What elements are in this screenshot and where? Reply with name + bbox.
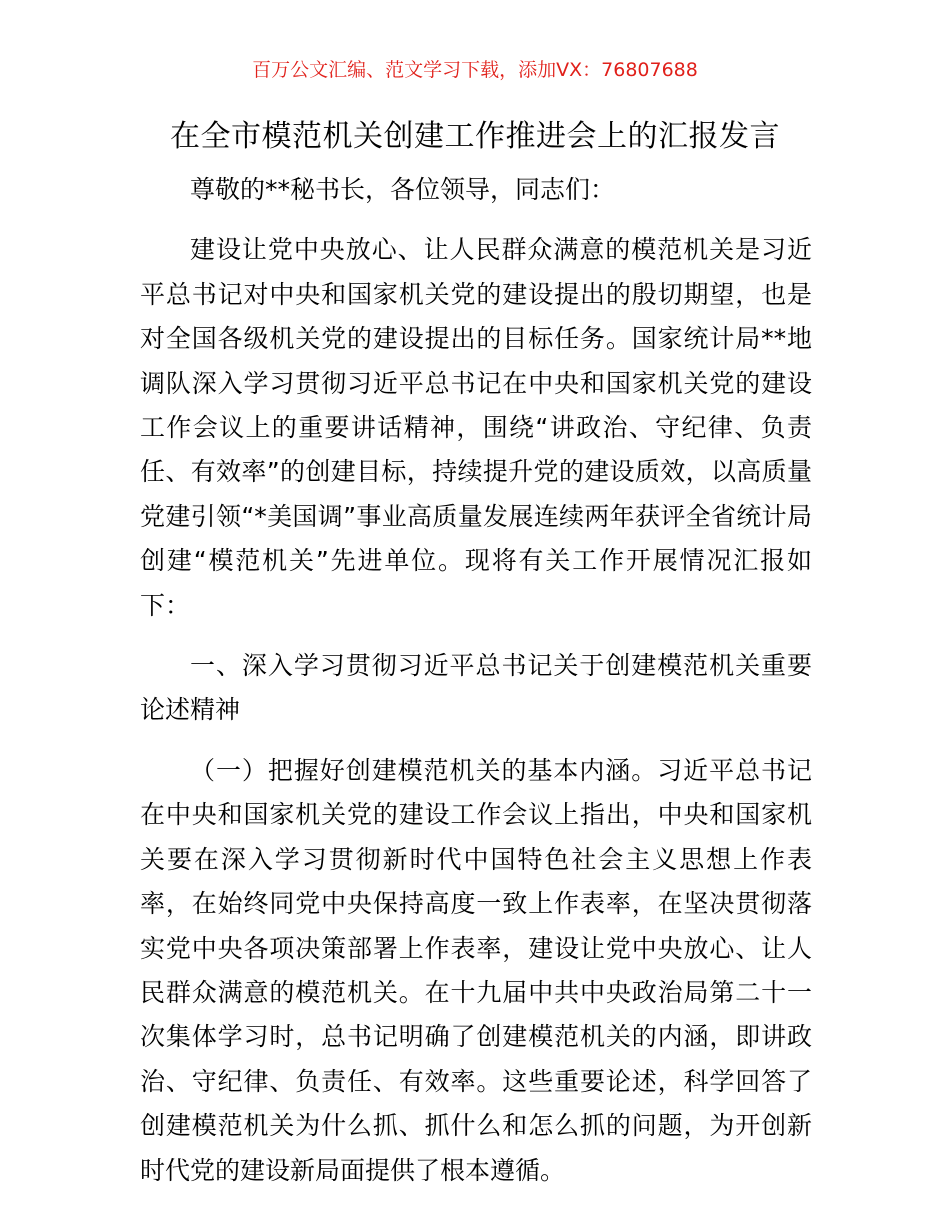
section-heading: 一、深入学习贯彻习近平总书记关于创建模范机关重要论述精神	[140, 651, 812, 725]
watermark-banner: 百万公文汇编、范文学习下载，添加VX：76807688	[252, 59, 698, 81]
intro-paragraph: 建设让党中央放心、让人民群众满意的模范机关是习近平总书记对中央和国家机关党的建设提出的殷切期望，也是对全国各级机关党的建设提出的目标任务。国家统计局**地调队深入学习贯彻习近平总书记在中央和国家机关党的建设工作会议上的重要讲话精神，围绕“讲政治、守纪律、负责任、有效率”的创建目标，持续提升党的建设质效，以高质量党建引领“*美国调”事业高质量发展连续两年获评全省统计局创建“模范机关”先进单位。现将有关工作开展情况汇报如下：	[140, 235, 812, 620]
document-body	[140, 168, 812, 1193]
document-title: 在全市模范机关创建工作推进会上的汇报发言	[170, 119, 780, 154]
subsection-paragraph: （一）把握好创建模范机关的基本内涵。习近平总书记在中央和国家机关党的建设工作会议上指出，中央和国家机关要在深入学习贯彻新时代中国特色社会主义思想上作表率，在始终同党中央保持高度一致上作表率，在坚决贯彻落实党中央各项决策部署上作表率，建设让党中央放心、让人民群众满意的模范机关。在十九届中共中央政治局第二十一次集体学习时，总书记明确了创建模范机关的内涵，即讲政治、守纪律、负责任、有效率。这些重要论述，科学回答了创建模范机关为什么抓、抓什么和怎么抓的问题，为开创新时代党的建设新局面提供了根本遵循。	[140, 755, 812, 1185]
greeting-line: 尊敬的**秘书长，各位领导，同志们：	[190, 175, 616, 204]
